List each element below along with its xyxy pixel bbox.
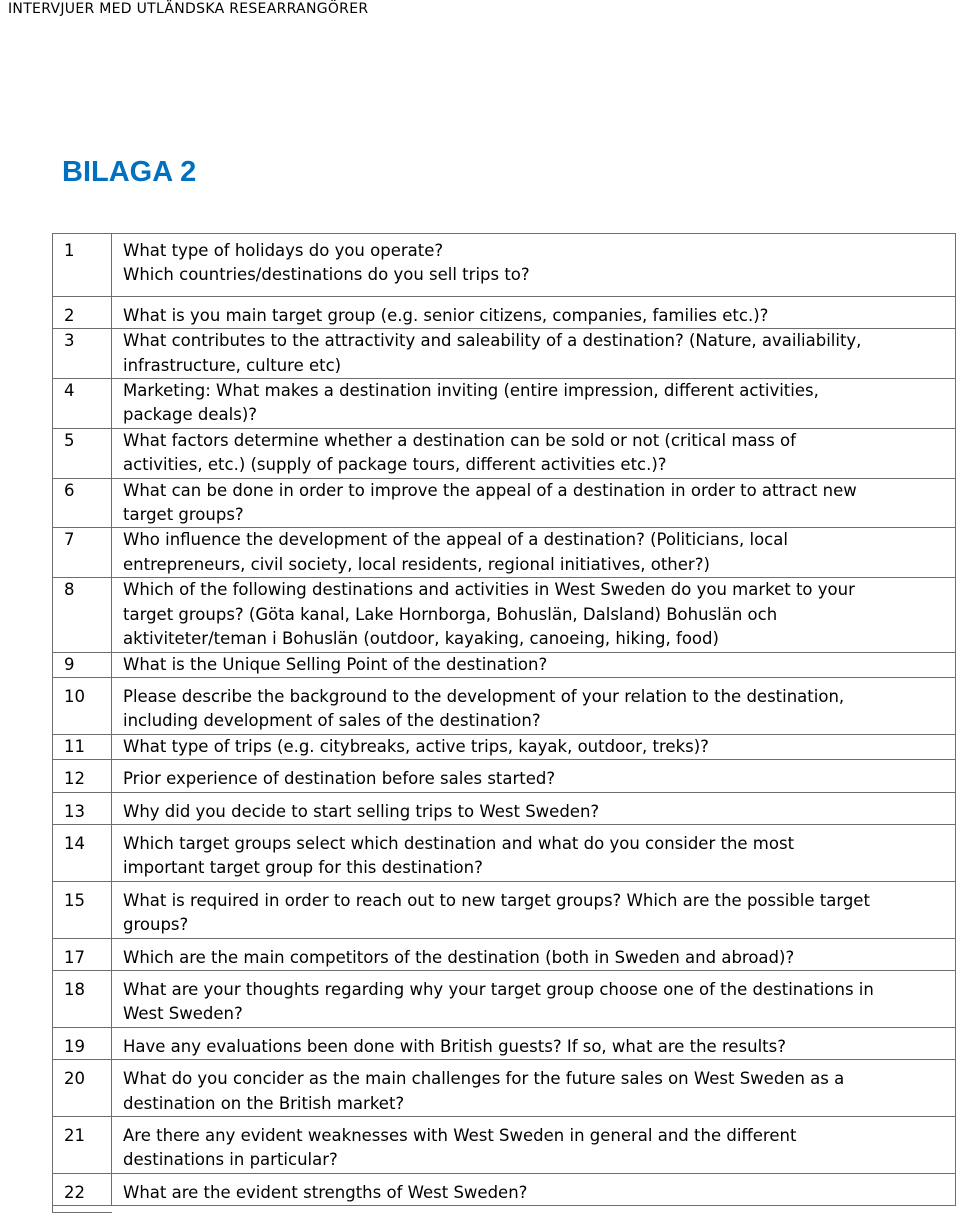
question-number: 8 (53, 578, 112, 652)
question-row (53, 1117, 956, 1174)
question-number: 20 (53, 1060, 112, 1117)
question-row (53, 428, 956, 478)
question-row (53, 938, 956, 970)
question-number: 2 (53, 296, 112, 328)
question-number: 4 (53, 379, 112, 429)
question-text-line: Why did you decide to start selling trips to West Sweden? (123, 801, 600, 821)
question-number: 21 (53, 1117, 112, 1174)
question-text-line: aktiviteter/teman i Bohuslän (outdoor, kayaking, canoeing, hiking, food) (123, 629, 719, 649)
question-text-line: Which target groups select which destination and what do you consider the most (123, 833, 795, 853)
question-row (53, 296, 956, 328)
question-text-line: What can be done in order to improve the appeal of a destination in order to attract new (123, 480, 857, 500)
question-text-line: entrepreneurs, civil society, local residents, regional initiatives, other?) (123, 554, 710, 574)
question-text (112, 677, 956, 734)
question-text (112, 734, 956, 759)
question-row (53, 234, 956, 297)
question-number: 3 (53, 329, 112, 379)
question-text (112, 760, 956, 792)
question-text (112, 296, 956, 328)
question-text-line: What is you main target group (e.g. senior citizens, companies, families etc.)? (123, 305, 769, 325)
question-text-line: West Sweden? (123, 1004, 243, 1024)
question-text (112, 528, 956, 578)
empty-cell (53, 1206, 112, 1213)
question-text-line: What contributes to the attractivity and saleability of a destination? (Nature, availiability, (123, 331, 862, 351)
question-number: 10 (53, 677, 112, 734)
question-row (53, 379, 956, 429)
question-text-line: Have any evaluations been done with British guests? If so, what are the results? (123, 1036, 786, 1056)
question-text (112, 1060, 956, 1117)
question-row (53, 677, 956, 734)
question-text-line: What do you concider as the main challenges for the future sales on West Sweden as a (123, 1069, 845, 1089)
question-text-line: Marketing: What makes a destination inviting (entire impression, different activities, (123, 381, 819, 401)
question-text-line: activities, etc.) (supply of package tours, different activities etc.)? (123, 455, 667, 475)
question-text-line: Which countries/destinations do you sell trips to? (123, 265, 530, 285)
question-text (112, 938, 956, 970)
question-row (53, 792, 956, 824)
document-title: BILAGA 2 (62, 156, 197, 188)
question-text (112, 329, 956, 379)
question-text-line: What is the Unique Selling Point of the destination? (123, 654, 548, 674)
question-text-line: Prior experience of destination before sales started? (123, 769, 556, 789)
question-text-line: including development of sales of the destination? (123, 711, 541, 731)
question-row (53, 329, 956, 379)
question-number: 13 (53, 792, 112, 824)
question-text (112, 1117, 956, 1174)
question-row (53, 478, 956, 528)
empty-row (53, 1206, 956, 1213)
question-text-line: package deals)? (123, 405, 258, 425)
question-text-line: Please describe the background to the development of your relation to the destination, (123, 686, 845, 706)
question-text-line: What are the evident strengths of West Sweden? (123, 1182, 528, 1202)
question-text (112, 478, 956, 528)
question-text (112, 234, 956, 297)
empty-cell (112, 1206, 956, 1213)
question-text-line: Which are the main competitors of the destination (both in Sweden and abroad)? (123, 947, 795, 967)
question-text (112, 379, 956, 429)
question-row (53, 760, 956, 792)
question-number: 5 (53, 428, 112, 478)
question-text-line: What factors determine whether a destination can be sold or not (critical mass of (123, 430, 796, 450)
question-text (112, 881, 956, 938)
question-number: 9 (53, 652, 112, 677)
question-text (112, 792, 956, 824)
question-row (53, 652, 956, 677)
question-number: 11 (53, 734, 112, 759)
running-header: INTERVJUER MED UTLÄNDSKA RESEARRANGÖRER (8, 1, 369, 17)
question-text (112, 652, 956, 677)
question-text-line: target groups? (Göta kanal, Lake Hornborga, Bohuslän, Dalsland) Bohuslän och (123, 604, 778, 624)
question-row (53, 578, 956, 652)
question-number: 6 (53, 478, 112, 528)
question-text (112, 1173, 956, 1205)
question-number: 12 (53, 760, 112, 792)
question-number: 18 (53, 970, 112, 1027)
questions-table (52, 233, 956, 1213)
question-text-line: What are your thoughts regarding why your target group choose one of the destinations in (123, 979, 874, 999)
question-text (112, 824, 956, 881)
question-row (53, 528, 956, 578)
question-text-line: What type of holidays do you operate? (123, 241, 444, 260)
question-row (53, 970, 956, 1027)
question-text-line: What is required in order to reach out to new target groups? Which are the possible target (123, 890, 870, 910)
question-text-line: Who influence the development of the appeal of a destination? (Politicians, local (123, 530, 788, 550)
question-text-line: What type of trips (e.g. citybreaks, active trips, kayak, outdoor, treks)? (123, 736, 709, 756)
question-text (112, 970, 956, 1027)
question-number: 15 (53, 881, 112, 938)
question-text (112, 578, 956, 652)
question-number: 17 (53, 938, 112, 970)
question-row (53, 824, 956, 881)
question-text-line: destinations in particular? (123, 1150, 338, 1170)
question-text-line: target groups? (123, 505, 244, 525)
question-row (53, 1060, 956, 1117)
question-text-line: infrastructure, culture etc) (123, 355, 342, 375)
question-row (53, 734, 956, 759)
question-number: 1 (53, 234, 112, 297)
question-number: 7 (53, 528, 112, 578)
question-text-line: Are there any evident weaknesses with West Sweden in general and the different (123, 1126, 797, 1145)
question-text-line: groups? (123, 915, 189, 935)
question-row (53, 881, 956, 938)
question-text-line: important target group for this destination? (123, 858, 483, 878)
question-number: 19 (53, 1027, 112, 1059)
question-row (53, 1173, 956, 1205)
question-text (112, 1027, 956, 1059)
question-text-line: Which of the following destinations and activities in West Sweden do you market to your (123, 580, 855, 600)
question-number: 14 (53, 824, 112, 881)
question-row (53, 1027, 956, 1059)
question-text-line: destination on the British market? (123, 1093, 405, 1113)
question-number: 22 (53, 1173, 112, 1205)
question-text (112, 428, 956, 478)
